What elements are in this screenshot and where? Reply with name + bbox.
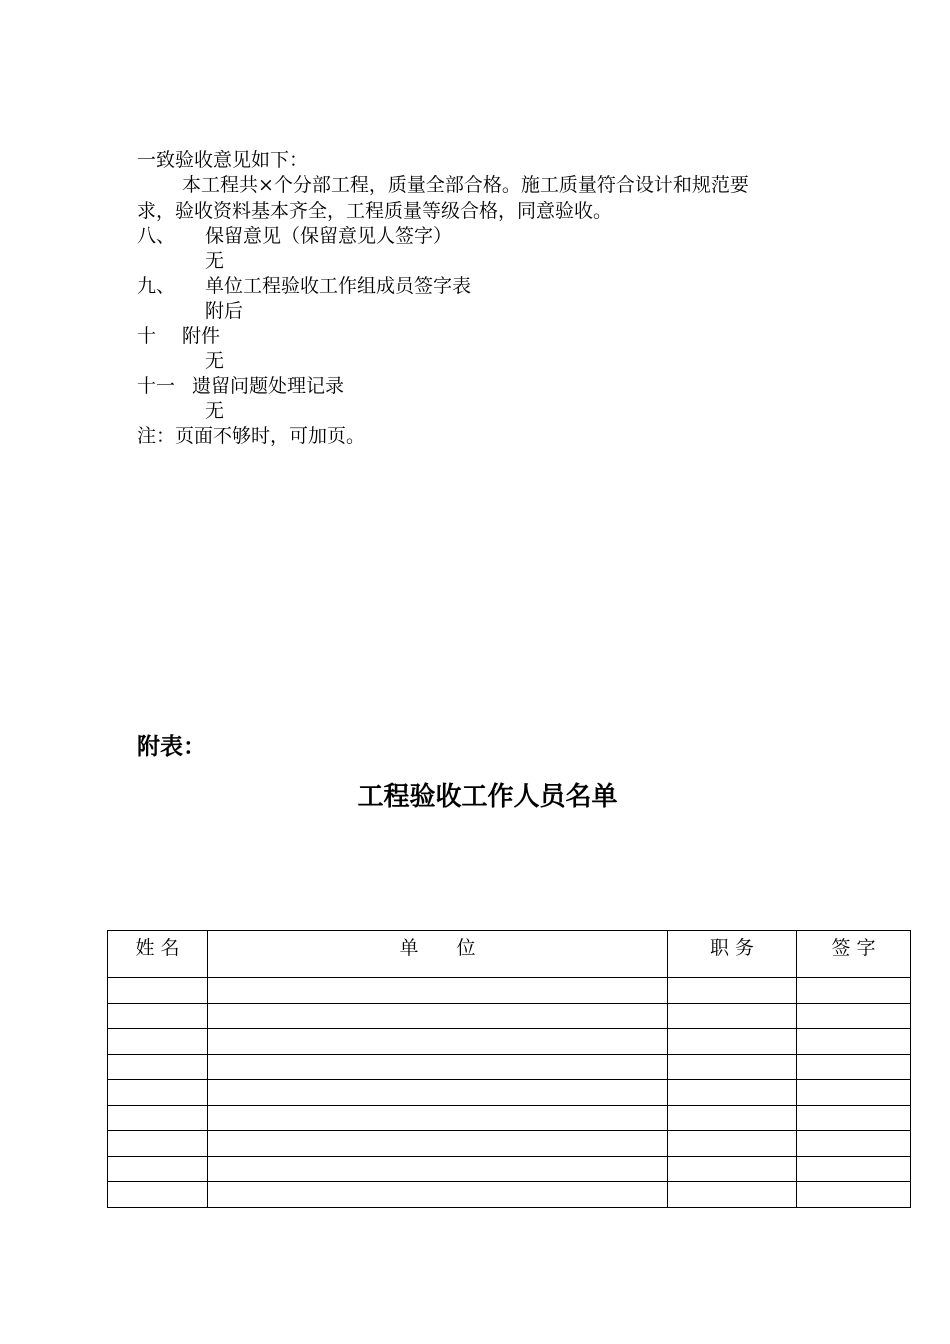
table-row xyxy=(108,1003,911,1029)
cell-unit[interactable] xyxy=(208,1182,668,1208)
cell-signature[interactable] xyxy=(797,1054,911,1080)
opinion-intro: 一致验收意见如下： xyxy=(137,149,309,171)
section-11-heading xyxy=(137,374,345,398)
section-10-title: 附件 xyxy=(182,325,221,347)
appendix-label: 附表： xyxy=(137,734,206,760)
header-name: 姓 名 xyxy=(108,931,208,978)
section-9-heading xyxy=(137,274,472,298)
cell-name[interactable] xyxy=(108,1156,208,1182)
cell-name[interactable] xyxy=(108,1182,208,1208)
page-note: 注：页面不够时，可加页。 xyxy=(137,425,366,447)
cell-unit[interactable] xyxy=(208,1054,668,1080)
cell-position[interactable] xyxy=(668,1131,797,1157)
table-row xyxy=(108,978,911,1004)
cell-signature[interactable] xyxy=(797,978,911,1004)
cell-signature[interactable] xyxy=(797,1156,911,1182)
cell-name[interactable] xyxy=(108,1131,208,1157)
header-unit: 单 位 xyxy=(208,931,668,978)
cell-position[interactable] xyxy=(668,1182,797,1208)
cell-unit[interactable] xyxy=(208,1131,668,1157)
section-9-content: 附后 xyxy=(205,300,244,322)
section-8-heading xyxy=(137,224,453,248)
section-8-content: 无 xyxy=(205,250,225,272)
cell-name[interactable] xyxy=(108,1054,208,1080)
opinion-line-2: 求，验收资料基本齐全，工程质量等级合格，同意验收。 xyxy=(137,200,613,222)
table-row xyxy=(108,1131,911,1157)
cell-unit[interactable] xyxy=(208,1080,668,1106)
section-8-number: 八、 xyxy=(137,225,176,247)
cell-signature[interactable] xyxy=(797,1182,911,1208)
cell-name[interactable] xyxy=(108,1003,208,1029)
cell-position[interactable] xyxy=(668,1029,797,1055)
cell-signature[interactable] xyxy=(797,1029,911,1055)
cell-position[interactable] xyxy=(668,1156,797,1182)
section-9-number: 九、 xyxy=(137,275,176,297)
cell-signature[interactable] xyxy=(797,1131,911,1157)
cell-name[interactable] xyxy=(108,978,208,1004)
cell-name[interactable] xyxy=(108,1105,208,1131)
section-8-title: 保留意见（保留意见人签字） xyxy=(205,225,453,247)
cell-unit[interactable] xyxy=(208,1105,668,1131)
cell-unit[interactable] xyxy=(208,1156,668,1182)
section-10-heading xyxy=(137,324,221,348)
cell-position[interactable] xyxy=(668,978,797,1004)
cell-position[interactable] xyxy=(668,1080,797,1106)
table-row xyxy=(108,1105,911,1131)
header-signature: 签 字 xyxy=(797,931,911,978)
section-11-content: 无 xyxy=(205,400,225,422)
cell-unit[interactable] xyxy=(208,1029,668,1055)
cell-signature[interactable] xyxy=(797,1080,911,1106)
cell-name[interactable] xyxy=(108,1029,208,1055)
table-row xyxy=(108,1054,911,1080)
table-row xyxy=(108,1182,911,1208)
opinion-line-1: 本工程共×个分部工程，质量全部合格。施工质量符合设计和规范要 xyxy=(182,174,749,196)
cell-position[interactable] xyxy=(668,1054,797,1080)
table-row xyxy=(108,1156,911,1182)
cell-position[interactable] xyxy=(668,1003,797,1029)
table-header-row xyxy=(108,931,911,978)
section-10-number: 十 xyxy=(137,325,157,347)
header-position: 职 务 xyxy=(668,931,797,978)
section-11-number: 十一 xyxy=(137,375,176,397)
staff-roster-table xyxy=(107,930,911,1208)
cell-signature[interactable] xyxy=(797,1105,911,1131)
cell-position[interactable] xyxy=(668,1105,797,1131)
table-row xyxy=(108,1029,911,1055)
table-title: 工程验收工作人员名单 xyxy=(357,782,618,812)
section-9-title: 单位工程验收工作组成员签字表 xyxy=(205,275,472,297)
section-10-content: 无 xyxy=(205,350,225,372)
cell-unit[interactable] xyxy=(208,978,668,1004)
cell-name[interactable] xyxy=(108,1080,208,1106)
section-11-title: 遗留问题处理记录 xyxy=(192,375,345,397)
cell-signature[interactable] xyxy=(797,1003,911,1029)
table-row xyxy=(108,1080,911,1106)
cell-unit[interactable] xyxy=(208,1003,668,1029)
